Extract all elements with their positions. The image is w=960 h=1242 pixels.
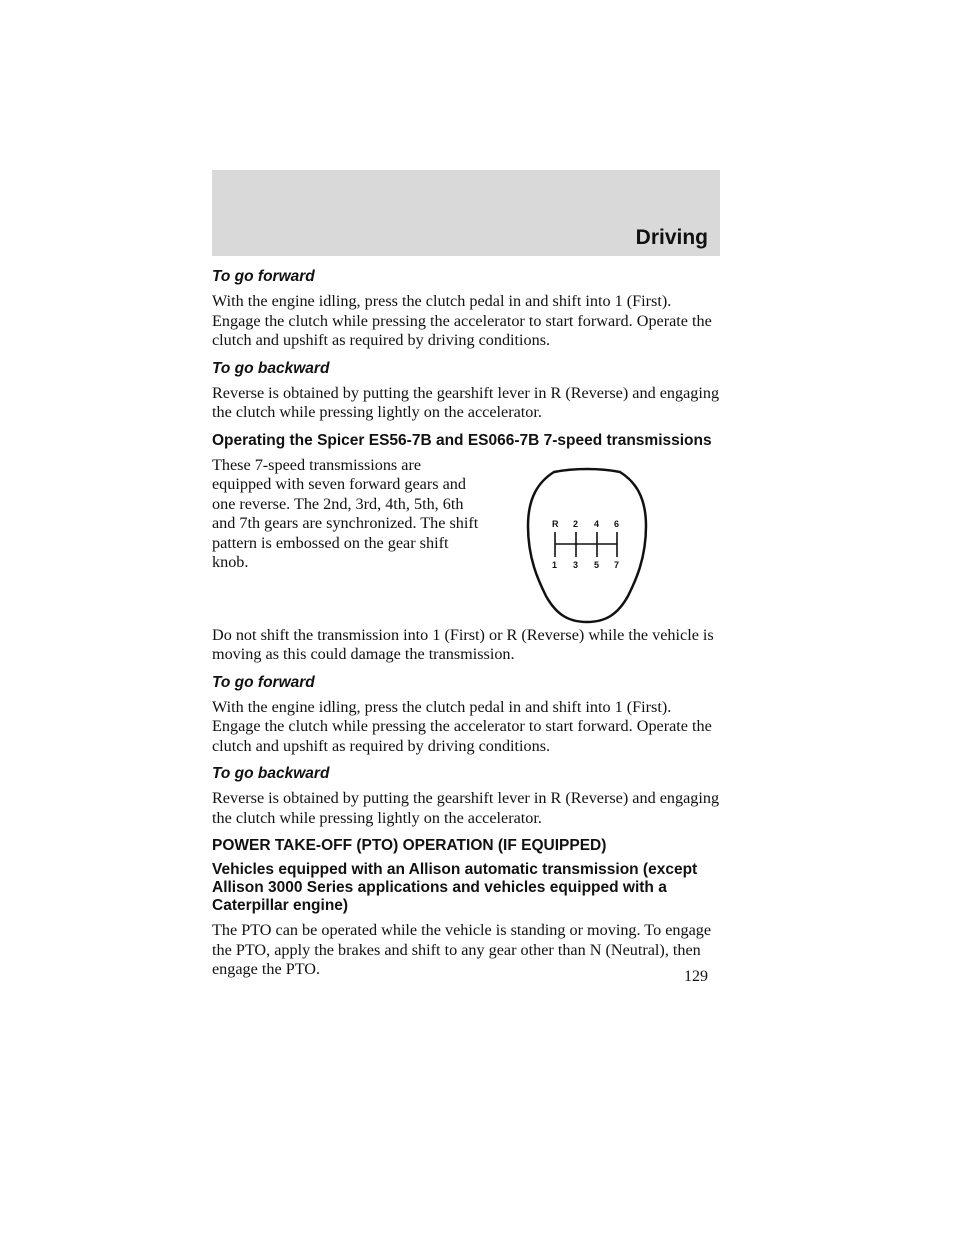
heading-spicer-transmissions: Operating the Spicer ES56-7B and ES066-7B 7-speed transmissions <box>212 431 712 449</box>
paragraph-reverse-instructions: Reverse is obtained by putting the gearshift lever in R (Reverse) and engaging the clutch while pressing lightly on the accelerator. <box>212 383 720 421</box>
gear-label-reverse: R <box>552 518 559 529</box>
gear-label-6: 6 <box>614 518 620 529</box>
heading-pto-operation: POWER TAKE-OFF (PTO) OPERATION (IF EQUIPPED) <box>212 837 607 854</box>
section-title: Driving <box>635 226 708 249</box>
shift-knob-illustration <box>522 466 652 626</box>
page-number: 129 <box>684 968 708 985</box>
subheading-to-go-forward-2: To go forward <box>212 673 315 691</box>
subheading-to-go-backward-2: To go backward <box>212 765 330 782</box>
subheading-to-go-backward: To go backward <box>212 359 330 377</box>
section-header-band <box>212 170 720 256</box>
gear-label-5: 5 <box>594 559 600 570</box>
paragraph-reverse-instructions-2: Reverse is obtained by putting the gearshift lever in R (Reverse) and engaging the clutch while pressing lightly on the accelerator. <box>212 789 720 827</box>
paragraph-shift-warning: Do not shift the transmission into 1 (First) or R (Reverse) while the vehicle is moving as this could damage the transmission. <box>212 625 714 663</box>
paragraph-forward-instructions-2: With the engine idling, press the clutch pedal in and shift into 1 (First). Engage the clutch while pressing the accelerator to start forward. Operate the clutch and upshift as required by driving conditions. <box>212 697 712 755</box>
gear-label-3: 3 <box>573 559 579 570</box>
gear-label-7: 7 <box>614 559 620 570</box>
gear-label-1: 1 <box>552 559 558 570</box>
spicer-row <box>212 456 722 626</box>
gear-label-4: 4 <box>594 518 600 529</box>
paragraph-pto-instructions: The PTO can be operated while the vehicle is standing or moving. To engage the PTO, apply the brakes and shift to any gear other than N (Neutral), then engage the PTO. <box>212 921 712 978</box>
heading-allison-vehicles: Vehicles equipped with an Allison automatic transmission (except Allison 3000 Series applications and vehicles equipped with a Caterpillar engine) <box>212 861 698 914</box>
paragraph-spicer-description: These 7-speed transmissions are equipped with seven forward gears and one reverse. The 2nd, 3rd, 4th, 5th, 6th and 7th gears are synchronized. The shift pattern is embossed on the gear shift knob. <box>212 455 479 571</box>
paragraph-forward-instructions: With the engine idling, press the clutch pedal in and shift into 1 (First). Engage the clutch while pressing the accelerator to start forward. Operate the clutch and upshift as required by driving conditions. <box>212 292 712 349</box>
subheading-to-go-forward: To go forward <box>212 268 315 285</box>
shift-knob-outline <box>528 469 646 622</box>
shift-pattern <box>555 532 617 557</box>
page-content <box>212 268 722 989</box>
gear-label-2: 2 <box>573 518 579 529</box>
